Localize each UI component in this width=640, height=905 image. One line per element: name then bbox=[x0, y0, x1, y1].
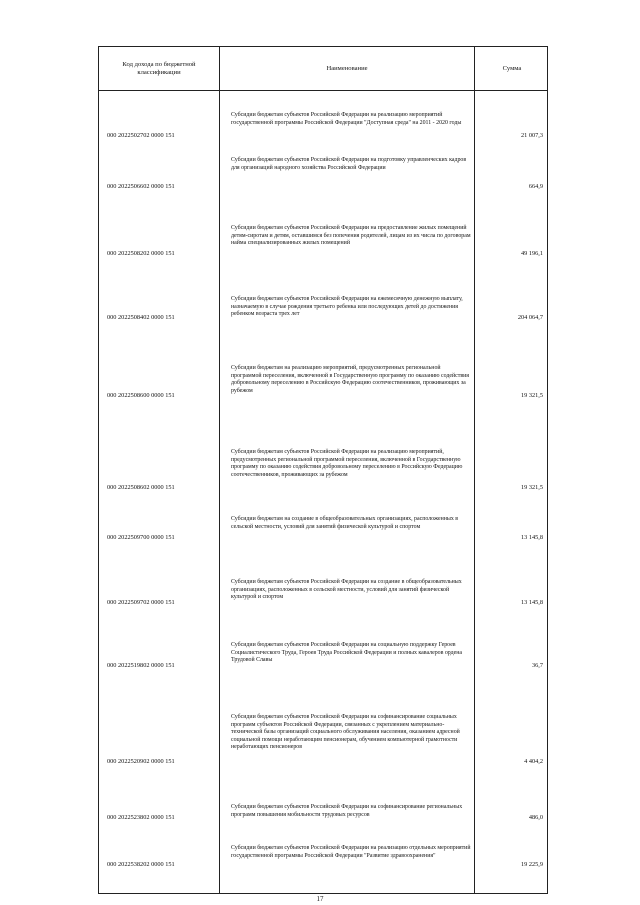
row-sum: 49 196,1 bbox=[520, 250, 543, 257]
row-name: Субсидии бюджетам субъектов Российской Федерации на социальную поддержку Героев Социалистического Труда, Героев Труда Российской Федерации и полных кавалеров ордена Трудовой Славы bbox=[231, 642, 463, 664]
row-sum: 13 145,8 bbox=[520, 534, 543, 541]
row-name: Субсидии бюджетам на реализацию мероприятий, предусмотренных региональной программой переселения, включенной в Государственную программу по оказанию содействия добровольному переселению в Российскую Федерацию соотечественников, проживающих за рубежом bbox=[231, 365, 470, 394]
row-name: Субсидии бюджетам субъектов Российской Федерации на создание в общеобразовательных организациях, расположенных в сельской местности, условий для занятий физической культурой и спортом bbox=[231, 579, 462, 601]
header-code: Код дохода по бюджетной классификации bbox=[122, 61, 196, 76]
row-code: 000 2022508402 0000 151 bbox=[107, 314, 175, 321]
row-code: 000 2022523802 0000 151 bbox=[107, 814, 175, 821]
row-name: Субсидии бюджетам субъектов Российской Федерации на реализацию мероприятий, предусмотренных региональной программой переселения, включенной в Государственную программу по оказанию содействия добровольному переселению в Российскую Федерацию соотечественников, проживающих за рубежом bbox=[231, 449, 463, 478]
row-name: Субсидии бюджетам субъектов Российской Федерации на реализацию отдельных мероприятий государственной программы Российской Федерации "Развитие здравоохранения" bbox=[231, 845, 471, 859]
row-code: 000 2022538202 0000 151 bbox=[107, 861, 175, 868]
row-sum: 19 321,5 bbox=[520, 392, 543, 399]
row-code: 000 2022519802 0000 151 bbox=[107, 662, 175, 669]
page-number: 17 bbox=[316, 895, 324, 903]
row-code: 000 2022508602 0000 151 bbox=[107, 484, 175, 491]
row-name: Субсидии бюджетам субъектов Российской Федерации на ежемесячную денежную выплату, назначаемую в случае рождения третьего ребенка или последующих детей до достижения ребенком возраста трех лет bbox=[231, 296, 463, 318]
revenue-table bbox=[98, 46, 548, 894]
header-name: Наименование bbox=[326, 65, 368, 72]
row-code: 000 2022508600 0000 151 bbox=[107, 392, 175, 399]
row-name: Субсидии бюджетам на создание в общеобразовательных организациях, расположенных в сельской местности, условий для занятий физической культурой и спортом bbox=[231, 516, 459, 530]
row-name: Субсидии бюджетам субъектов Российской Федерации на софинансирование региональных программ повышения мобильности трудовых ресурсов bbox=[231, 804, 463, 818]
row-name: Субсидии бюджетам субъектов Российской Федерации на софинансирование социальных программ субъектов Российской Федерации, связанных с укреплением материально-технической базы организаций социального обслуживания населения, оказанием адресной социальной помощи неработающим пенсионерам, обучением компьютерной грамотности неработающих пенсионеров bbox=[231, 714, 460, 751]
row-sum: 486,0 bbox=[528, 814, 543, 821]
row-name: Субсидии бюджетам субъектов Российской Федерации на подготовку управленческих кадров для организаций народного хозяйства Российской Федерации bbox=[231, 157, 467, 171]
row-code: 000 2022509702 0000 151 bbox=[107, 599, 175, 606]
row-sum: 21 007,3 bbox=[520, 132, 543, 139]
row-code: 000 2022506602 0000 151 bbox=[107, 183, 175, 190]
row-sum: 204 064,7 bbox=[517, 314, 543, 321]
row-code: 000 2022502702 0000 151 bbox=[107, 132, 175, 139]
row-sum: 13 145,8 bbox=[520, 599, 543, 606]
row-sum: 664,9 bbox=[528, 183, 543, 190]
row-code: 000 2022508202 0000 151 bbox=[107, 250, 175, 257]
row-code: 000 2022520902 0000 151 bbox=[107, 758, 175, 765]
row-code: 000 2022509700 0000 151 bbox=[107, 534, 175, 541]
row-name: Субсидии бюджетам субъектов Российской Федерации на предоставление жилых помещений детям-сиротам и детям, оставшимся без попечения родителей, лицам из их числа по договорам найма специализированных жилых помещений bbox=[231, 225, 471, 247]
row-name: Субсидии бюджетам субъектов Российской Федерации на реализацию мероприятий государственной программы Российской Федерации "Доступная среда" на 2011 - 2020 годы bbox=[231, 112, 462, 126]
row-sum: 19 225,9 bbox=[520, 861, 543, 868]
column-divider-1 bbox=[219, 46, 220, 893]
row-sum: 19 321,5 bbox=[520, 484, 543, 491]
header-sum: Сумма bbox=[502, 65, 522, 72]
table-header bbox=[99, 46, 547, 91]
row-sum: 4 404,2 bbox=[524, 758, 543, 765]
row-sum: 36,7 bbox=[531, 662, 543, 669]
